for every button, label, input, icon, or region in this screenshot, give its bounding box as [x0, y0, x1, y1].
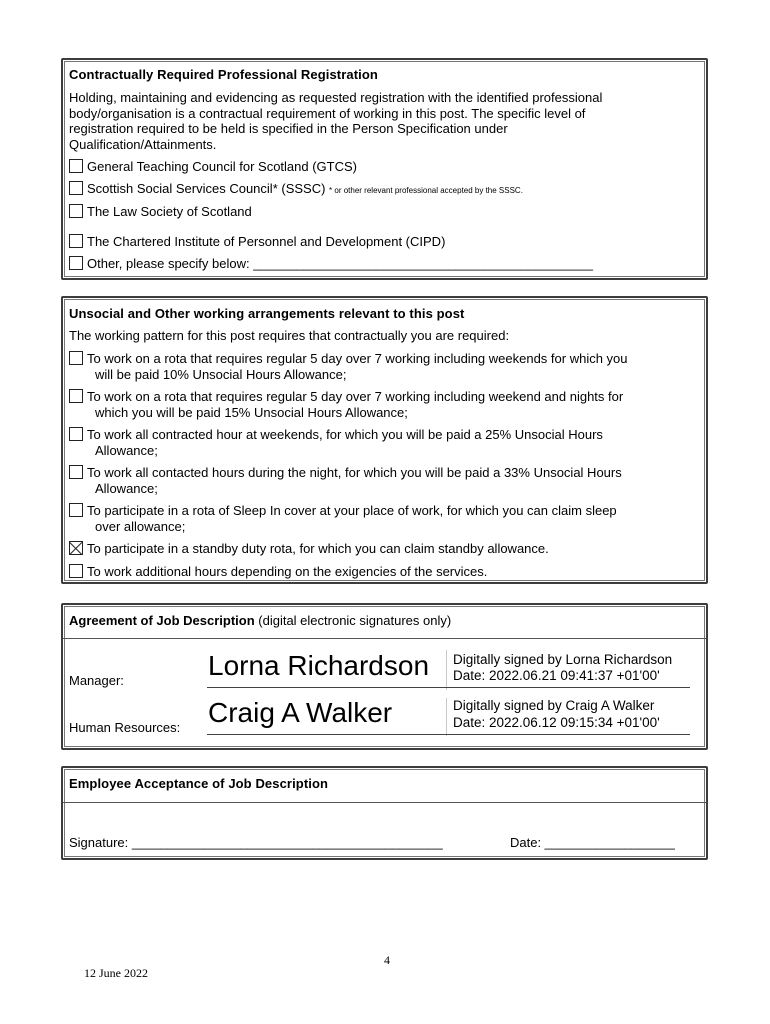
standby-checkbox[interactable] — [69, 541, 83, 555]
manager-label: Manager: — [69, 673, 124, 688]
rota-weekends-line-2: will be paid 10% Unsocial Hours Allowance; — [95, 366, 347, 382]
hr-label: Human Resources: — [69, 720, 181, 735]
gtcs-label: General Teaching Council for Scotland (GTCS) — [87, 159, 357, 174]
other-label[interactable]: Other, please specify below: _______________________________________________ — [87, 256, 594, 271]
option-sleep-in — [69, 503, 617, 519]
rota-weekends-line-1: To work on a rota that requires regular 5 day over 7 working including weekends for which you — [87, 351, 628, 366]
sleep-in-checkbox[interactable] — [69, 503, 83, 517]
hr-signature-line — [207, 734, 690, 735]
sleep-in-line-2: over allowance; — [95, 518, 186, 534]
registration-intro-line-2: body/organisation is a contractual requirement of working in this post. The specific level of — [69, 105, 586, 121]
option-additional-hours — [69, 564, 487, 580]
agreement-divider — [63, 638, 706, 639]
hr-signed-date: Date: 2022.06.12 09:15:34 +01'00' — [453, 715, 660, 730]
manager-signed-by: Digitally signed by Lorna Richardson — [453, 652, 673, 667]
agreement-title-bold: Agreement of Job Description — [69, 613, 255, 628]
night-checkbox[interactable] — [69, 465, 83, 479]
night-line-2: Allowance; — [95, 480, 158, 496]
hr-signature-name[interactable]: Craig A Walker — [208, 697, 393, 728]
additional-hours-label: To work additional hours depending on the exigencies of the services. — [87, 564, 488, 579]
option-law-society — [69, 204, 252, 220]
agreement-title — [69, 613, 451, 629]
sssc-checkbox[interactable] — [69, 181, 83, 195]
manager-signature-divider — [446, 650, 447, 690]
option-other — [69, 256, 593, 272]
sssc-note: * or other relevant professional accepted by the SSSC. — [329, 186, 523, 195]
weekends-checkbox[interactable] — [69, 427, 83, 441]
option-rota-nights — [69, 389, 623, 405]
gtcs-checkbox[interactable] — [69, 159, 83, 173]
sleep-in-line-1: To participate in a rota of Sleep In cover at your place of work, for which you can claim sleep — [87, 503, 617, 518]
option-gtcs — [69, 159, 357, 175]
cipd-label: The Chartered Institute of Personnel and Development (CIPD) — [87, 234, 446, 249]
other-checkbox[interactable] — [69, 256, 83, 270]
sssc-label: Scottish Social Services Council* (SSSC) — [87, 181, 326, 196]
standby-label: To participate in a standby duty rota, for which you can claim standby allowance. — [87, 541, 549, 556]
registration-intro-line-3: registration required to be held is specified in the Person Specification under — [69, 121, 508, 136]
rota-nights-checkbox[interactable] — [69, 389, 83, 403]
hr-signature-divider — [446, 698, 447, 736]
page-number: 4 — [384, 953, 390, 967]
option-sssc — [69, 181, 523, 199]
hr-signed-by: Digitally signed by Craig A Walker — [453, 698, 655, 713]
option-rota-weekends — [69, 351, 628, 367]
registration-intro-line-4: Qualification/Attainments. — [69, 136, 217, 152]
employee-signature-field[interactable]: Signature: ___________________________________________ — [69, 835, 443, 850]
law-society-checkbox[interactable] — [69, 204, 83, 218]
manager-signature-line — [207, 687, 690, 688]
law-society-label: The Law Society of Scotland — [87, 204, 252, 219]
option-weekends — [69, 427, 603, 443]
weekends-line-1: To work all contracted hour at weekends, for which you will be paid a 25% Unsocial Hours — [87, 427, 603, 442]
footer-date: 12 June 2022 — [84, 966, 148, 980]
agreement-title-note: (digital electronic signatures only) — [258, 613, 452, 628]
option-night — [69, 465, 622, 481]
acceptance-title: Employee Acceptance of Job Description — [69, 776, 329, 791]
cipd-checkbox[interactable] — [69, 234, 83, 248]
option-cipd — [69, 234, 445, 250]
working-arrangements-intro: The working pattern for this post requires that contractually you are required: — [69, 328, 510, 343]
registration-intro-line-1: Holding, maintaining and evidencing as requested registration with the identified professional — [69, 90, 603, 105]
night-line-1: To work all contacted hours during the night, for which you will be paid a 33% Unsocial Hours — [87, 465, 622, 480]
additional-hours-checkbox[interactable] — [69, 564, 83, 578]
weekends-line-2: Allowance; — [95, 442, 158, 458]
manager-signature-name[interactable]: Lorna Richardson — [208, 650, 430, 681]
rota-weekends-checkbox[interactable] — [69, 351, 83, 365]
rota-nights-line-1: To work on a rota that requires regular 5 day over 7 working including weekend and nights for — [87, 389, 624, 404]
employee-date-field[interactable]: Date: __________________ — [510, 835, 675, 850]
manager-signed-date: Date: 2022.06.21 09:41:37 +01'00' — [453, 668, 660, 683]
registration-title: Contractually Required Professional Registration — [69, 67, 378, 82]
working-arrangements-title: Unsocial and Other working arrangements relevant to this post — [69, 306, 465, 321]
acceptance-divider — [63, 802, 706, 803]
option-standby — [69, 541, 549, 557]
rota-nights-line-2: which you will be paid 15% Unsocial Hours Allowance; — [95, 404, 408, 420]
